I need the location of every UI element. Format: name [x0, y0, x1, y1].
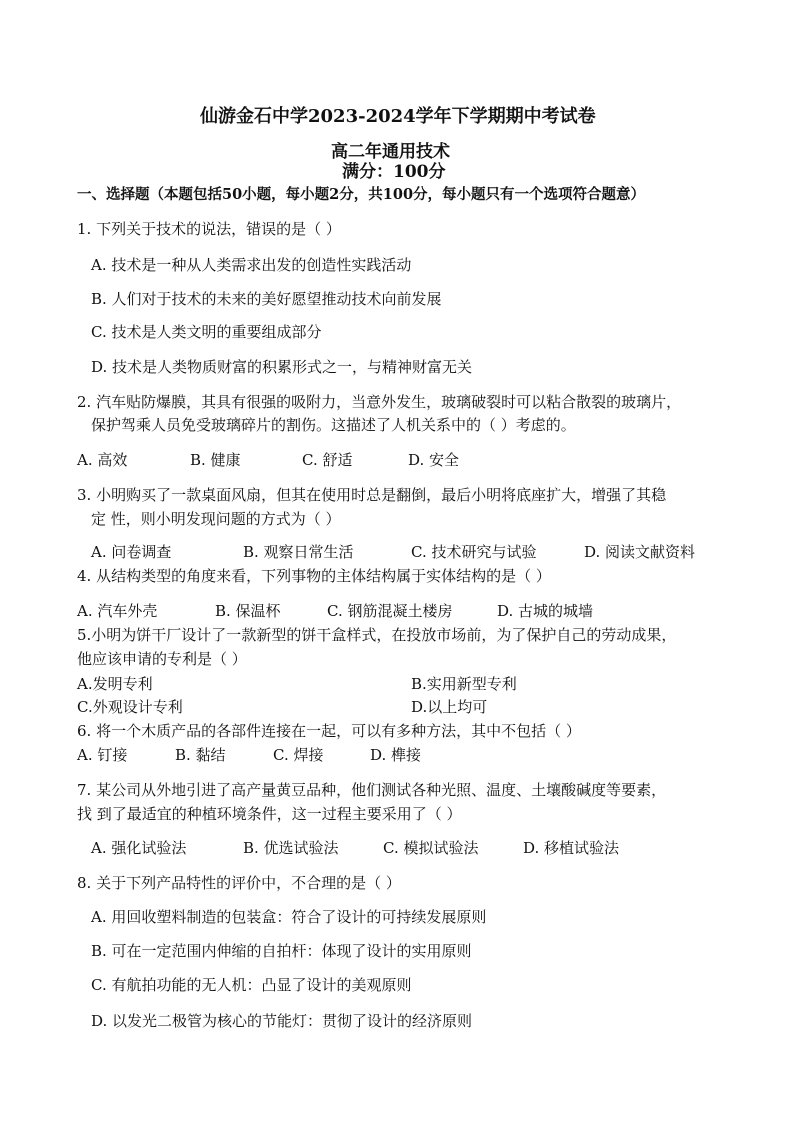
question-1-option-b: B. 人们对于技术的未来的美好愿望推动技术向前发展	[91, 290, 442, 308]
question-4-option-a: A. 汽车外壳	[77, 602, 158, 620]
question-5-option-c: C.外观设计专利	[77, 698, 183, 716]
exam-title: 仙游金石中学2023-2024学年下学期期中考试卷	[200, 106, 596, 127]
question-4-stem: 4. 从结构类型的角度来看，下列事物的主体结构属于实体结构的是（ ）	[77, 567, 551, 585]
question-8-option-c: C. 有航拍功能的无人机：凸显了设计的美观原则	[91, 976, 412, 994]
question-7-option-a: A. 强化试验法	[91, 839, 187, 857]
question-8-option-d: D. 以发光二极管为核心的节能灯：贯彻了设计的经济原则	[91, 1012, 473, 1030]
question-1-option-d: D. 技术是人类物质财富的积累形式之一，与精神财富无关	[91, 358, 473, 376]
question-6-option-c: C. 焊接	[273, 746, 324, 764]
question-1-option-c: C. 技术是人类文明的重要组成部分	[91, 323, 322, 341]
question-2-option-b: B. 健康	[190, 451, 241, 469]
question-1-stem: 1. 下列关于技术的说法，错误的是（ ）	[77, 220, 341, 238]
question-2-option-c: C. 舒适	[302, 451, 353, 469]
question-5-option-a: A.发明专利	[77, 675, 153, 693]
question-8-stem: 8. 关于下列产品特性的评价中，不合理的是（ ）	[77, 874, 401, 892]
question-6-option-b: B. 黏结	[175, 746, 226, 764]
question-5-stem-line-2: 他应该申请的专利是（ ）	[77, 650, 247, 668]
question-3-option-d: D. 阅读文献资料	[584, 543, 696, 561]
section-heading: 一、选择题（本题包括50小题，每小题2分，共100分，每小题只有一个选项符合题意）	[77, 186, 646, 203]
question-5-option-d: D.以上均可	[411, 698, 488, 716]
question-5-stem-line-1: 5.小明为饼干厂设计了一款新型的饼干盒样式，在投放市场前，为了保护自己的劳动成果，	[77, 626, 677, 644]
question-3-stem-line-2: 定 性，则小明发现问题的方式为（ ）	[91, 510, 341, 528]
question-2-option-d: D. 安全	[408, 451, 460, 469]
question-3-option-c: C. 技术研究与试验	[411, 543, 537, 561]
question-7-stem-line-1: 7. 某公司从外地引进了高产量黄豆品种，他们测试各种光照、温度、土壤酸碱度等要素，	[77, 781, 667, 799]
question-2-stem-line-1: 2. 汽车贴防爆膜，其具有很强的吸附力，当意外发生，玻璃破裂时可以粘合散裂的玻璃片，	[77, 393, 682, 411]
question-3-option-a: A. 问卷调查	[91, 543, 172, 561]
question-8-option-b: B. 可在一定范围内伸缩的自拍杆：体现了设计的实用原则	[91, 942, 472, 960]
question-4-option-b: B. 保温杯	[215, 602, 281, 620]
question-6-option-d: D. 榫接	[370, 746, 422, 764]
question-3-stem-line-1: 3. 小明购买了一款桌面风扇，但其在使用时总是翻倒，最后小明将底座扩大，增强了其稳	[77, 486, 667, 504]
question-8-option-a: A. 用回收塑料制造的包装盒：符合了设计的可持续发展原则	[91, 908, 487, 926]
exam-full-score: 满分：100分	[342, 162, 446, 182]
question-4-option-c: C. 钢筋混凝土楼房	[327, 602, 453, 620]
question-1-option-a: A. 技术是一种从人类需求出发的创造性实践活动	[91, 256, 412, 274]
question-3-option-b: B. 观察日常生活	[243, 543, 354, 561]
question-7-option-b: B. 优选试验法	[243, 839, 339, 857]
question-5-option-b: B.实用新型专利	[411, 675, 517, 693]
question-2-option-a: A. 高效	[77, 451, 128, 469]
question-4-option-d: D. 古城的城墙	[497, 602, 594, 620]
question-6-option-a: A. 钉接	[77, 746, 128, 764]
question-7-option-c: C. 模拟试验法	[383, 839, 479, 857]
exam-subject: 高二年通用技术	[331, 142, 450, 162]
question-7-option-d: D. 移植试验法	[523, 839, 620, 857]
question-7-stem-line-2: 找 到了最适宜的种植环境条件，这一过程主要采用了（ ）	[77, 805, 462, 823]
question-6-stem: 6. 将一个木质产品的各部件连接在一起，可以有多种方法，其中不包括（ ）	[77, 722, 581, 740]
question-2-stem-line-2: 保护驾乘人员免受玻璃碎片的割伤。这描述了人机关系中的（ ）考虑的。	[91, 416, 576, 434]
